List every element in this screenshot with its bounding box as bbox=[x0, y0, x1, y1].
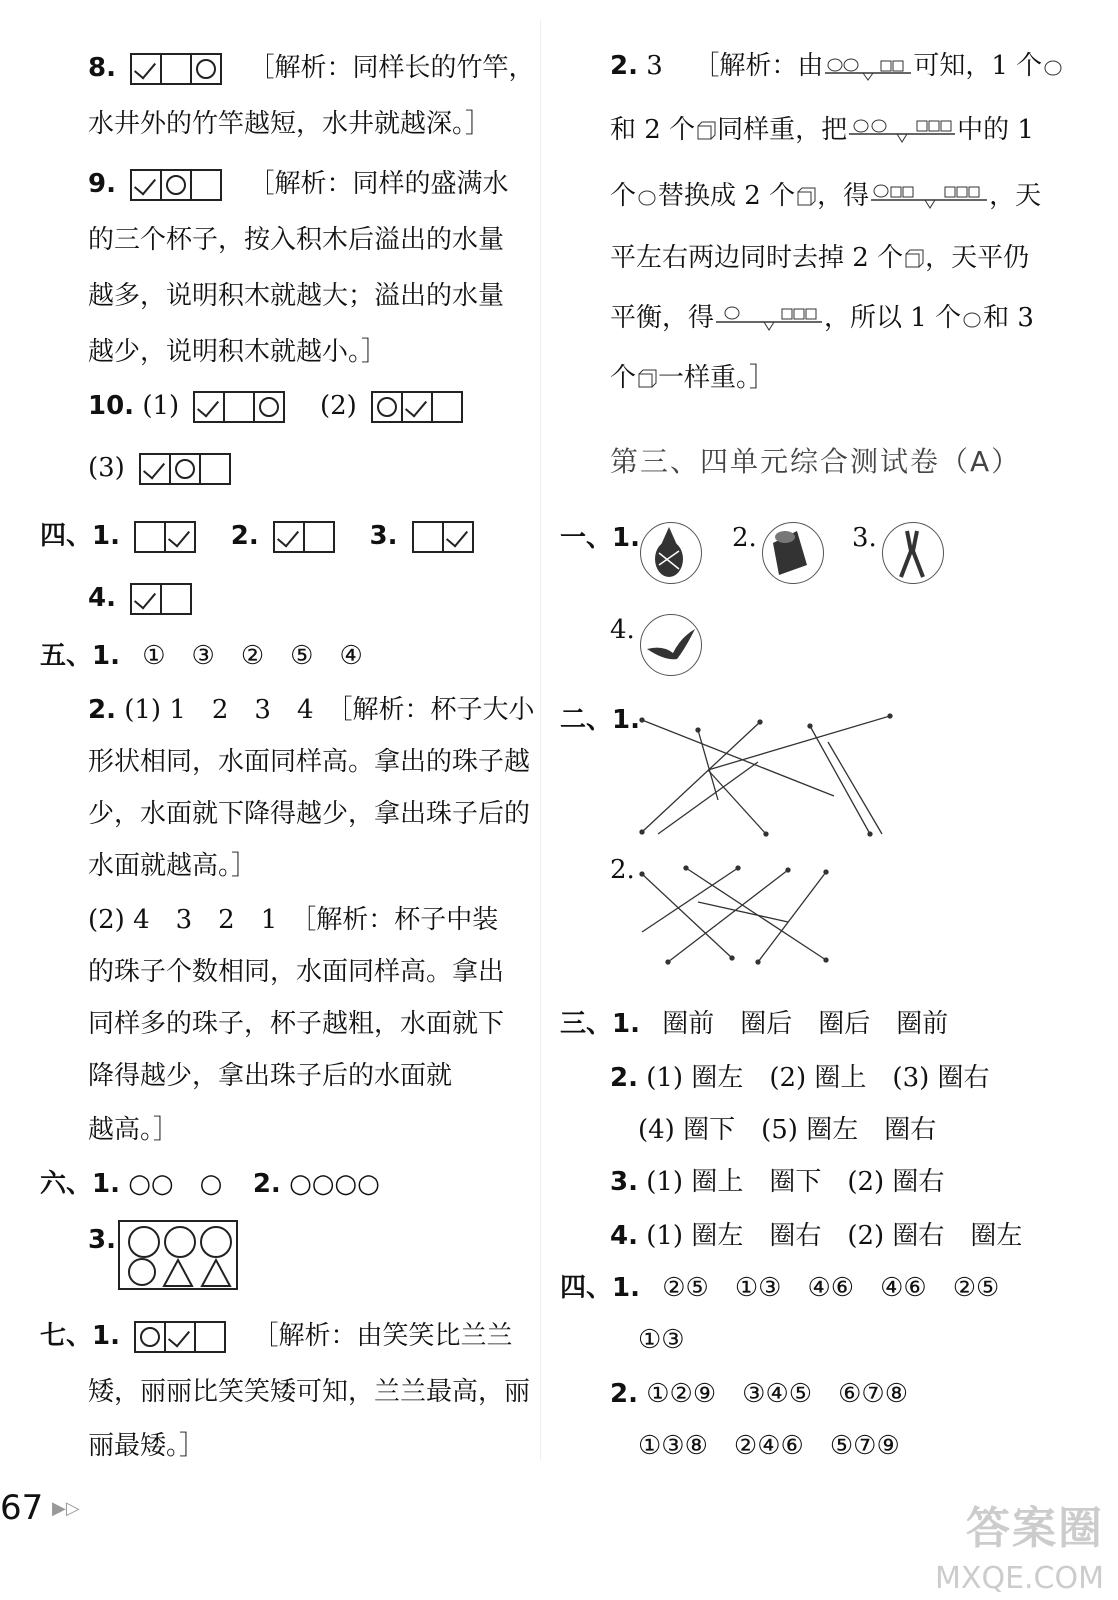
q9-text: ［解析：同样的盛满水 bbox=[248, 169, 509, 199]
balance-scale-icon bbox=[869, 182, 989, 212]
s4-q4-row bbox=[88, 580, 196, 616]
column-divider bbox=[540, 20, 541, 1460]
r-s3-q4-answers: (1) 圈左 圈右 (2) 圈右 圈左 bbox=[646, 1221, 1023, 1251]
answer-box-empty bbox=[160, 583, 192, 615]
s5-q2-text-6: 的珠子个数相同，水面同样高。拿出 bbox=[88, 957, 505, 987]
circle-shape bbox=[200, 1226, 232, 1258]
s5-q2-text: (1) 1 2 3 4 ［解析：杯子大小 bbox=[124, 695, 535, 725]
answer-box-circle bbox=[169, 453, 201, 485]
s5-q1-answers: ① ③ ② ⑤ ④ bbox=[142, 641, 363, 671]
q10-boxes-3 bbox=[139, 450, 229, 486]
rq2-text-5: 平衡，得 bbox=[610, 303, 715, 333]
answer-box-check bbox=[164, 1321, 196, 1353]
q10-part2: (2) bbox=[319, 391, 357, 421]
s6-q2-answer: ○○○○ bbox=[289, 1169, 380, 1199]
s7-text-2: 矮，丽丽比笑笑矮可知，兰兰最高，丽 bbox=[88, 1377, 531, 1407]
q10-row-2 bbox=[88, 450, 235, 486]
balance-scale-icon bbox=[823, 53, 913, 81]
answer-box-check bbox=[130, 169, 162, 201]
s4-boxes-1 bbox=[134, 518, 194, 554]
s5-q2-text-7: 同样多的珠子，杯子越粗，水面就下 bbox=[88, 1009, 505, 1039]
answer-box-circle bbox=[134, 1321, 166, 1353]
r-s2-q2-label: 2. bbox=[610, 855, 635, 885]
rq2-text-3c: ，得 bbox=[817, 181, 870, 211]
answer-box-empty bbox=[223, 391, 255, 423]
r-s4-q2-answers: ①②⑨ ③④⑤ ⑥⑦⑧ bbox=[646, 1379, 909, 1409]
s6-q3-label: 3. bbox=[88, 1225, 116, 1255]
circle-shape bbox=[164, 1226, 196, 1258]
section5-label: 五、1. bbox=[40, 641, 120, 671]
triangle-shapes bbox=[160, 1256, 236, 1288]
s7-text: ［解析：由笑笑比兰兰 bbox=[252, 1321, 513, 1351]
q10-row bbox=[88, 388, 467, 424]
s5-q2-text-9: 越高。］ bbox=[88, 1115, 180, 1145]
s7-text-3: 丽最矮。］ bbox=[88, 1431, 206, 1461]
r-section3-label: 三、1. bbox=[560, 1009, 640, 1039]
s5-q2-text-5: (2) 4 3 2 1 ［解析：杯子中装 bbox=[88, 905, 499, 935]
s6-q1-answer: ○○ ○ bbox=[128, 1169, 223, 1199]
s6-q2-label: 2. bbox=[252, 1169, 281, 1199]
s5-q2-text-2: 形状相同，水面同样高。拿出的珠子越 bbox=[88, 747, 531, 777]
r-section2-label: 二、1. bbox=[560, 705, 640, 735]
apple-icon bbox=[636, 187, 658, 207]
rq2-text-2b: 同样重，把 bbox=[717, 115, 848, 145]
rq2-text-6b: 一样重。］ bbox=[658, 363, 776, 393]
matching-lines-diagram-1 bbox=[638, 712, 898, 842]
answer-box-circle bbox=[190, 53, 222, 85]
balance-scale-icon bbox=[847, 116, 957, 146]
r-section2-row bbox=[560, 702, 640, 738]
circle-shape bbox=[128, 1226, 160, 1258]
q9-boxes bbox=[130, 166, 220, 202]
rq2-text-3b: 替换成 2 个 bbox=[658, 181, 796, 211]
r-s3-q3-answers: (1) 圈上 圈下 (2) 圈右 bbox=[646, 1167, 945, 1197]
s4-boxes-4 bbox=[130, 580, 190, 616]
shapes-frame bbox=[118, 1220, 238, 1290]
answer-box-check bbox=[130, 583, 162, 615]
rq2-row-2 bbox=[610, 112, 1034, 148]
cube-icon bbox=[695, 120, 717, 142]
r-s3-q2-label: 2. bbox=[610, 1063, 638, 1093]
answer-box-empty bbox=[412, 521, 444, 553]
rq2-text-5c: 和 3 bbox=[983, 303, 1034, 333]
circle-shape bbox=[128, 1258, 156, 1286]
rq2-row-6 bbox=[610, 360, 775, 396]
cube-icon bbox=[636, 368, 658, 390]
section6-label: 六、1. bbox=[40, 1169, 120, 1199]
s5-q2-label: 2. bbox=[88, 695, 116, 725]
answer-box-empty bbox=[194, 1321, 226, 1353]
q9-text-2: 的三个杯子，按入积木后溢出的水量 bbox=[88, 225, 505, 255]
s5-q2-text-3: 少，水面就下降得越少，拿出珠子后的 bbox=[88, 799, 531, 829]
apple-icon bbox=[1042, 57, 1064, 77]
rq2-row-3 bbox=[610, 178, 1041, 214]
watermark-logo: 答案圈 bbox=[966, 1503, 1104, 1554]
q10-boxes-2 bbox=[371, 388, 461, 424]
rq2-row-4 bbox=[610, 240, 1029, 276]
rq2-text-3d: ，天 bbox=[989, 181, 1042, 211]
answer-box-check bbox=[273, 521, 305, 553]
s5-q2-text-8: 降得越少，拿出珠子后的水面就 bbox=[88, 1061, 453, 1091]
section4-label: 四、1. bbox=[40, 521, 120, 551]
answer-box-check bbox=[193, 391, 225, 423]
pliers-icon bbox=[882, 522, 944, 584]
s4-boxes-2 bbox=[273, 518, 333, 554]
q9-row bbox=[88, 166, 509, 202]
s5-q2-row bbox=[88, 692, 535, 728]
q9-text-3: 越多，说明积木就越大；溢出的水量 bbox=[88, 281, 505, 311]
q8-text-2: 水井外的竹竿越短，水井就越深。］ bbox=[88, 109, 492, 139]
r-s3-q2-answers-2: (4) 圈下 (5) 圈左 圈右 bbox=[638, 1115, 937, 1145]
r-s1-q2-label: 2. bbox=[732, 523, 757, 553]
q10-part1: (1) bbox=[142, 391, 180, 421]
r-s3-q2-answers: (1) 圈左 (2) 圈上 (3) 圈右 bbox=[646, 1063, 990, 1093]
r-section1-label: 一、1. bbox=[560, 523, 640, 553]
rq2-text-3: 个 bbox=[610, 181, 637, 211]
rq2-row bbox=[610, 48, 1064, 84]
answer-box-empty bbox=[190, 169, 222, 201]
r-s4-q1-answers: ②⑤ ①③ ④⑥ ④⑥ ②⑤ bbox=[662, 1273, 1000, 1303]
cube-icon bbox=[903, 248, 925, 270]
rq2-label: 2. bbox=[610, 51, 638, 81]
rq2-text-2: 和 2 个 bbox=[610, 115, 696, 145]
section7-label: 七、1. bbox=[40, 1321, 120, 1351]
answer-box-check bbox=[139, 453, 171, 485]
r-s4-q2-answers-2: ①③⑧ ②④⑥ ⑤⑦⑨ bbox=[638, 1431, 900, 1461]
r-section3-row bbox=[560, 1006, 948, 1042]
r-s4-q2-row bbox=[610, 1376, 908, 1412]
apple-icon bbox=[961, 309, 983, 329]
rq2-row-5 bbox=[610, 300, 1034, 336]
section6-row bbox=[40, 1166, 380, 1202]
r-s3-q4-label: 4. bbox=[610, 1221, 638, 1251]
answer-box-empty bbox=[431, 391, 463, 423]
section4-row bbox=[40, 518, 478, 554]
answer-box-check bbox=[164, 521, 196, 553]
section7-row bbox=[40, 1318, 513, 1354]
balance-scale-icon bbox=[714, 304, 824, 334]
answer-box-check bbox=[401, 391, 433, 423]
log-icon bbox=[762, 522, 824, 584]
q8-label: 8. bbox=[88, 53, 116, 83]
answer-box-circle bbox=[160, 169, 192, 201]
answer-box-circle bbox=[371, 391, 403, 423]
r-s1-q4-label: 4. bbox=[610, 615, 635, 645]
q10-part3: (3) bbox=[88, 453, 125, 483]
rq2-text-4b: ，天平仍 bbox=[925, 243, 1030, 273]
watermark-url: MXQE.COM bbox=[935, 1561, 1104, 1596]
answer-box-empty bbox=[134, 521, 166, 553]
r-s4-q2-label: 2. bbox=[610, 1379, 638, 1409]
r-section4-row bbox=[560, 1270, 999, 1306]
rq2-text-5b: ，所以 1 个 bbox=[824, 303, 962, 333]
s4-boxes-3 bbox=[412, 518, 472, 554]
rq2-answer: 3 bbox=[646, 51, 663, 81]
rq2-text: ［解析：由 bbox=[693, 51, 824, 81]
answer-box-empty bbox=[303, 521, 335, 553]
r-s3-q1-answers: 圈前 圈后 圈后 圈前 bbox=[662, 1009, 949, 1039]
r-s3-q2-row bbox=[610, 1060, 990, 1096]
cube-icon bbox=[795, 186, 817, 208]
bird-icon bbox=[640, 614, 702, 676]
r-section4-label: 四、1. bbox=[560, 1273, 640, 1303]
r-s1-q3-label: 3. bbox=[852, 523, 877, 553]
q10-boxes-1 bbox=[193, 388, 283, 424]
s6-q3-row bbox=[88, 1222, 116, 1258]
r-s3-q4-row bbox=[610, 1218, 1022, 1254]
rq2-text-4: 平左右两边同时去掉 2 个 bbox=[610, 243, 904, 273]
q8-text: ［解析：同样长的竹竿， bbox=[248, 53, 535, 83]
answer-box-empty bbox=[199, 453, 231, 485]
r-s3-q3-label: 3. bbox=[610, 1167, 638, 1197]
rq2-text-b: 可知，1 个 bbox=[913, 51, 1043, 81]
s7-boxes bbox=[134, 1318, 224, 1354]
answer-box-empty bbox=[160, 53, 192, 85]
s4-q3-label: 3. bbox=[369, 521, 398, 551]
q10-label: 10. bbox=[88, 391, 135, 421]
answer-box-circle bbox=[253, 391, 285, 423]
rq2-text-2c: 中的 1 bbox=[957, 115, 1034, 145]
r-s4-q1-answers-2: ①③ bbox=[638, 1325, 685, 1355]
answer-box-check bbox=[442, 521, 474, 553]
s4-q2-label: 2. bbox=[230, 521, 259, 551]
s4-q4-label: 4. bbox=[88, 583, 116, 613]
pineapple-icon bbox=[640, 522, 702, 584]
section5-row bbox=[40, 638, 363, 674]
rq2-text-6: 个 bbox=[610, 363, 637, 393]
page-number: 67 bbox=[0, 1488, 44, 1528]
q9-label: 9. bbox=[88, 169, 116, 199]
q9-text-4: 越少，说明积木就越小。］ bbox=[88, 337, 388, 367]
r-section1-row bbox=[560, 520, 640, 556]
arrow-icon: ▶▷ bbox=[52, 1498, 80, 1519]
answer-box-check bbox=[130, 53, 162, 85]
matching-lines-diagram-2 bbox=[638, 862, 838, 972]
r-s3-q3-row bbox=[610, 1164, 944, 1200]
q8-boxes bbox=[130, 50, 220, 86]
section-title: 第三、四单元综合测试卷（A） bbox=[610, 445, 1022, 478]
q8-row bbox=[88, 50, 535, 86]
s5-q2-text-4: 水面就越高。］ bbox=[88, 851, 258, 881]
